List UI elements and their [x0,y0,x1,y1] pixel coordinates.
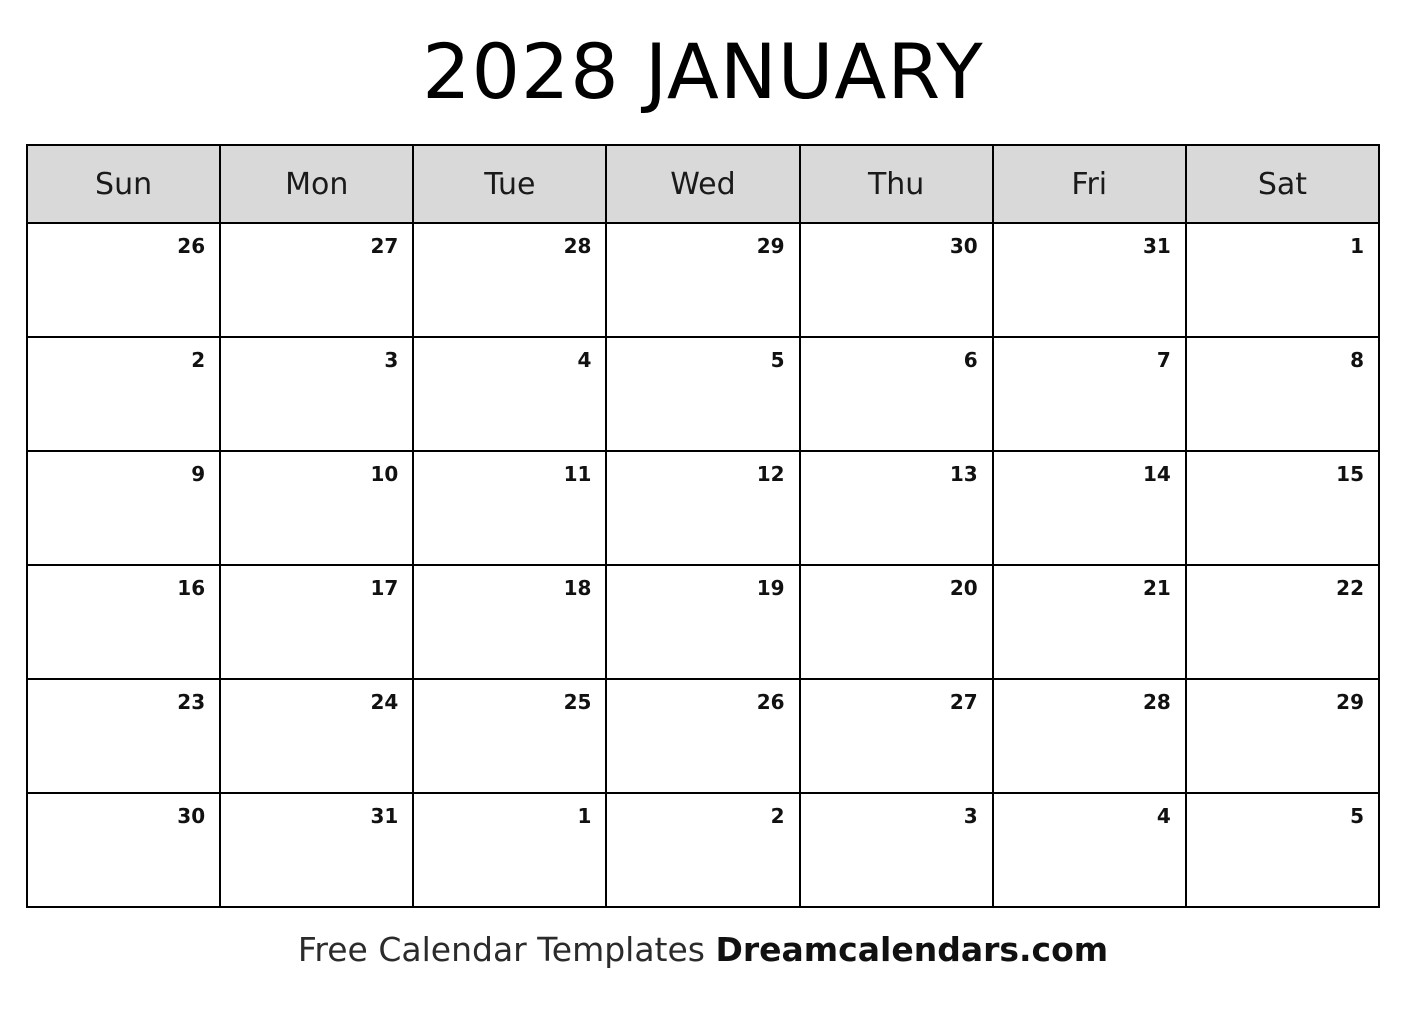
calendar-week-row [27,565,1379,679]
day-cell[interactable] [27,451,220,565]
day-number: 6 [963,348,978,372]
day-cell[interactable] [993,565,1186,679]
day-cell[interactable] [220,793,413,907]
day-cell[interactable] [220,223,413,337]
day-cell[interactable] [27,337,220,451]
day-number: 30 [177,804,206,828]
day-number: 26 [177,234,206,258]
day-number: 1 [1350,234,1364,258]
day-number: 7 [1156,348,1171,372]
day-cell[interactable] [413,337,606,451]
day-number: 10 [370,462,399,486]
page-title: 2028 JANUARY [422,27,984,116]
footer-text: Free Calendar Templates [297,930,716,969]
day-number: 29 [756,234,785,258]
day-cell[interactable] [1186,223,1379,337]
day-number: 13 [949,462,978,486]
day-cell[interactable] [993,679,1186,793]
day-cell[interactable] [220,679,413,793]
day-cell[interactable] [993,337,1186,451]
day-cell[interactable] [606,337,799,451]
weekday-header-mon: Mon [220,145,413,223]
weekday-header-sat: Sat [1186,145,1379,223]
day-cell[interactable] [27,223,220,337]
day-cell[interactable] [993,223,1186,337]
day-cell[interactable] [220,451,413,565]
day-cell[interactable] [27,793,220,907]
day-number: 28 [1143,690,1171,714]
day-cell[interactable] [413,451,606,565]
day-number: 27 [370,234,399,258]
day-number: 14 [1143,462,1171,486]
day-cell[interactable] [1186,451,1379,565]
day-cell[interactable] [800,793,993,907]
day-number: 30 [949,234,978,258]
day-number: 5 [770,348,785,372]
weekday-header-thu: Thu [800,145,993,223]
day-number: 4 [1156,804,1171,828]
day-cell[interactable] [800,223,993,337]
day-cell[interactable] [220,337,413,451]
day-cell[interactable] [993,793,1186,907]
day-cell[interactable] [606,451,799,565]
calendar-week-row [27,223,1379,337]
day-number: 23 [177,690,206,714]
day-number: 31 [1143,234,1171,258]
day-cell[interactable] [413,565,606,679]
day-number: 17 [370,576,399,600]
day-number: 28 [563,234,592,258]
calendar-week-row [27,679,1379,793]
day-cell[interactable] [1186,337,1379,451]
day-cell[interactable] [413,793,606,907]
day-cell[interactable] [800,451,993,565]
day-cell[interactable] [1186,565,1379,679]
day-number: 25 [563,690,592,714]
day-number: 2 [191,348,206,372]
day-cell[interactable] [800,337,993,451]
day-number: 4 [577,348,592,372]
day-number: 19 [756,576,785,600]
day-cell[interactable] [1186,679,1379,793]
weekday-header-wed: Wed [606,145,799,223]
day-number: 26 [756,690,785,714]
day-cell[interactable] [800,679,993,793]
day-number: 9 [191,462,206,486]
day-number: 5 [1350,804,1364,828]
day-number: 29 [1336,690,1364,714]
day-number: 8 [1350,348,1364,372]
day-number: 22 [1336,576,1364,600]
day-cell[interactable] [606,223,799,337]
day-number: 27 [949,690,978,714]
day-number: 3 [963,804,978,828]
calendar-week-row [27,451,1379,565]
day-number: 12 [756,462,785,486]
calendar-header-row [27,145,1379,223]
calendar-week-row [27,337,1379,451]
day-cell[interactable] [800,565,993,679]
day-cell[interactable] [1186,793,1379,907]
footer-brand[interactable]: Dreamcalendars.com [715,930,1109,969]
day-number: 11 [563,462,592,486]
weekday-header-tue: Tue [413,145,606,223]
day-number: 31 [370,804,399,828]
day-number: 15 [1336,462,1364,486]
day-number: 3 [384,348,399,372]
day-number: 21 [1143,576,1171,600]
day-cell[interactable] [606,565,799,679]
day-cell[interactable] [413,223,606,337]
day-number: 2 [770,804,785,828]
day-number: 1 [577,804,592,828]
day-number: 18 [563,576,592,600]
day-cell[interactable] [993,451,1186,565]
day-number: 16 [177,576,206,600]
day-number: 20 [949,576,978,600]
day-cell[interactable] [220,565,413,679]
day-cell[interactable] [413,679,606,793]
day-number: 24 [370,690,399,714]
day-cell[interactable] [27,679,220,793]
day-cell[interactable] [606,679,799,793]
calendar-grid [26,144,1380,908]
weekday-header-sun: Sun [27,145,220,223]
day-cell[interactable] [606,793,799,907]
weekday-header-fri: Fri [993,145,1186,223]
calendar-week-row [27,793,1379,907]
footer [0,930,1406,969]
day-cell[interactable] [27,565,220,679]
